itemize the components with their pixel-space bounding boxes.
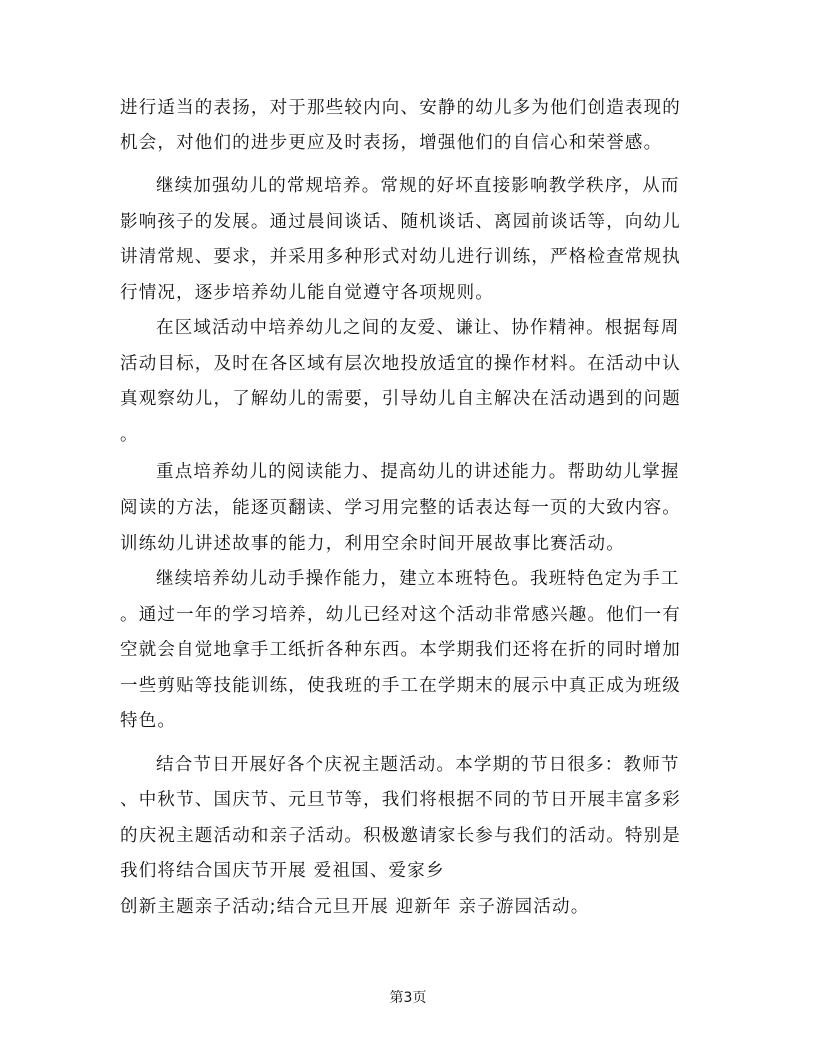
text-line: 讲清常规、要求，并采用多种形式对幼儿进行训练，严格检查常规执 <box>120 247 681 267</box>
text-line: 。通过一年的学习培养，幼儿已经对这个活动非常感兴趣。他们一有 <box>120 605 681 625</box>
page-number: 第3页 <box>389 990 427 1006</box>
text-line: 阅读的方法，能逐页翻读、学习用完整的话表达每一页的大致内容。 <box>120 498 681 518</box>
paragraph-start-line: 结合节日开展好各个庆祝主题活动。本学期的节日很多：教师节 <box>156 755 680 775</box>
text-line: 、中秋节、国庆节、元旦节等，我们将根据不同的节日开展丰富多彩 <box>120 790 681 810</box>
text-line: 影响孩子的发展。通过晨间谈话、随机谈话、离园前谈话等，向幼儿 <box>120 212 681 232</box>
text-line: 活动目标，及时在各区域有层次地投放适宜的操作材料。在活动中认 <box>120 354 681 374</box>
paragraph-start-line: 在区域活动中培养幼儿之间的友爱、谦让、协作精神。根据每周 <box>156 318 680 338</box>
text-line: 特色。 <box>120 711 177 731</box>
text-line: 我们将结合国庆节开展 爱祖国、爱家乡 <box>120 861 445 881</box>
paragraph-start-line: 重点培养幼儿的阅读能力、提高幼儿的讲述能力。帮助幼儿掌握 <box>156 462 680 482</box>
paragraph-start-line: 继续加强幼儿的常规培养。常规的好坏直接影响教学秩序，从而 <box>156 176 680 196</box>
text-line: 真观察幼儿，了解幼儿的需要，引导幼儿自主解决在活动遇到的问题 <box>120 389 681 409</box>
text-line: 。 <box>120 425 139 445</box>
text-line: 创新主题亲子活动;结合元旦开展 迎新年 亲子游园活动。 <box>120 897 590 917</box>
paragraph-start-line: 继续培养幼儿动手操作能力，建立本班特色。我班特色定为手工 <box>156 569 680 589</box>
text-line: 一些剪贴等技能训练，使我班的手工在学期末的展示中真正成为班级 <box>120 676 681 696</box>
text-line: 机会，对他们的进步更应及时表扬，增强他们的自信心和荣誉感。 <box>120 133 663 153</box>
text-line: 空就会自觉地拿手工纸折各种东西。本学期我们还将在折的同时增加 <box>120 640 681 660</box>
text-line: 训练幼儿讲述故事的能力，利用空余时间开展故事比赛活动。 <box>120 534 625 554</box>
text-line: 的庆祝主题活动和亲子活动。积极邀请家长参与我们的活动。特别是 <box>120 826 681 846</box>
text-line: 进行适当的表扬，对于那些较内向、安静的幼儿多为他们创造表现的 <box>120 98 681 118</box>
text-line: 行情况，逐步培养幼儿能自觉遵守各项规则。 <box>120 283 494 303</box>
